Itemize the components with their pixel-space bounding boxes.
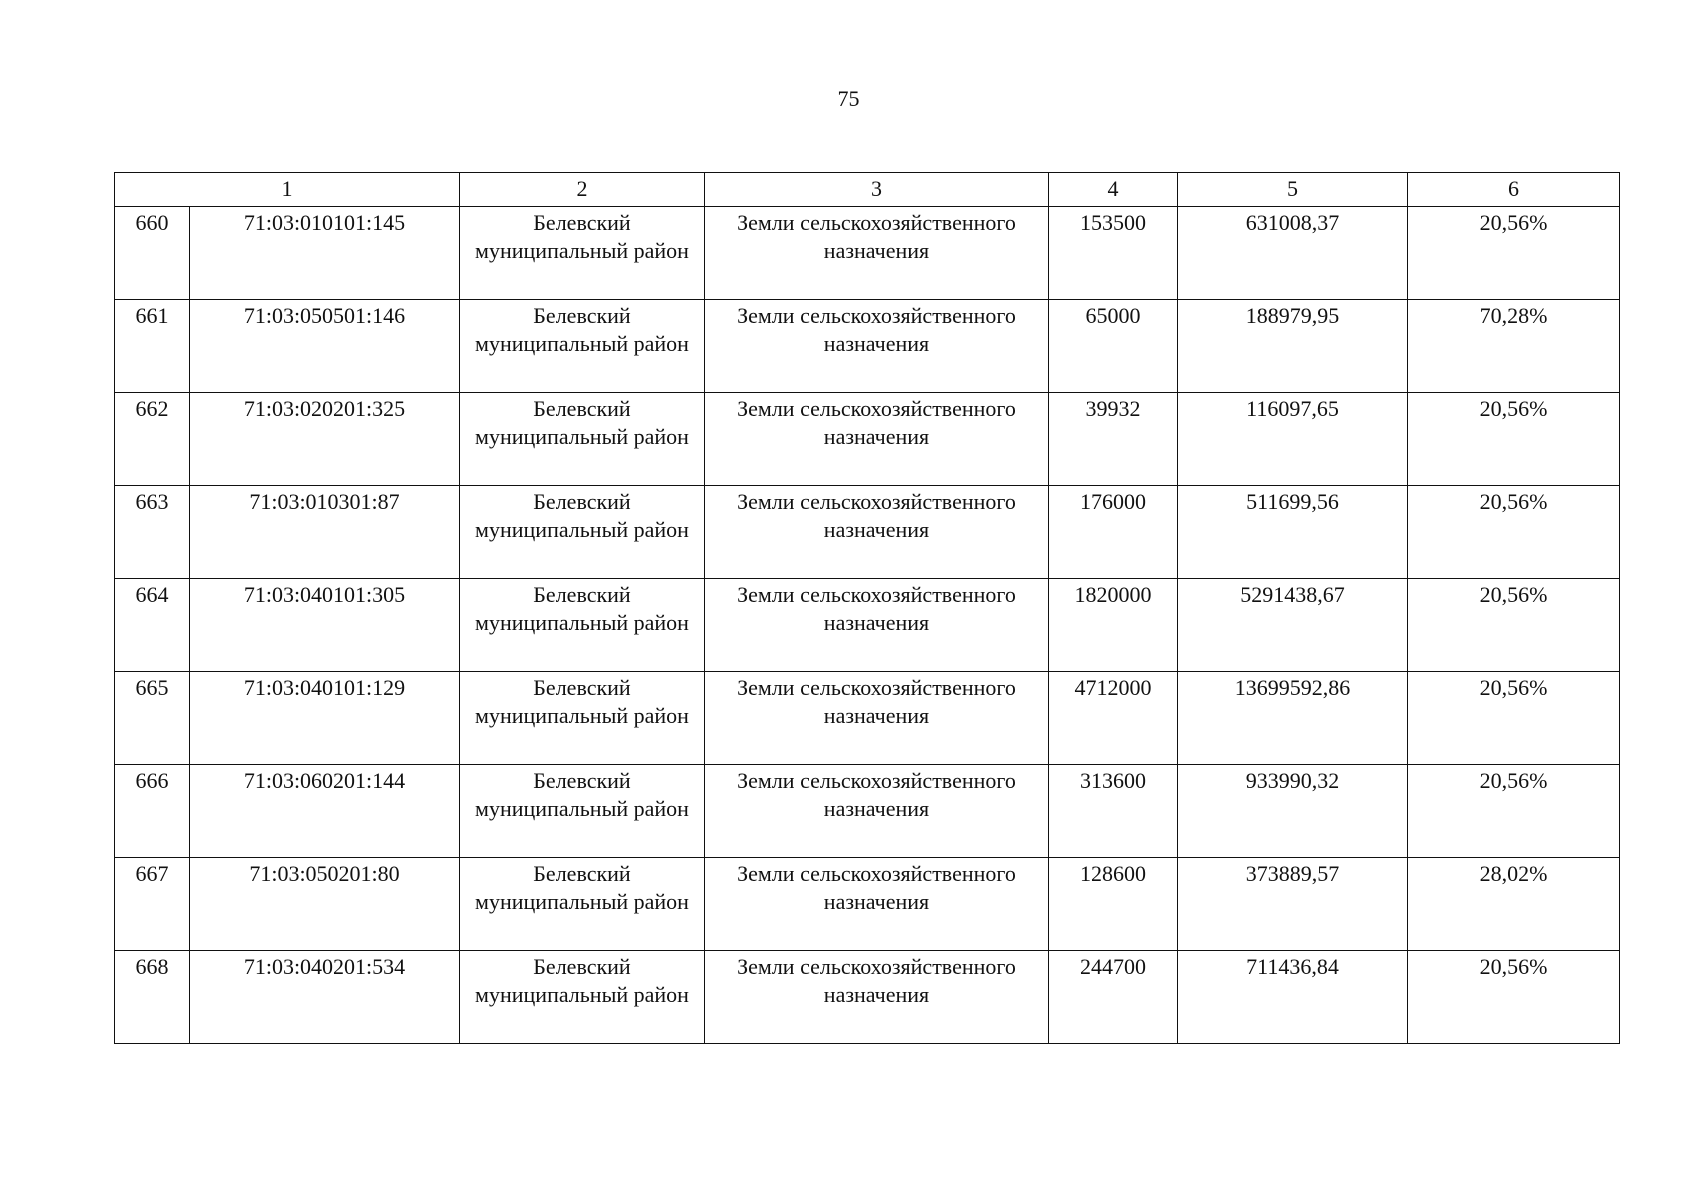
cadastral-value-cell: 188979,95	[1178, 300, 1408, 393]
cadastral-value-cell: 13699592,86	[1178, 672, 1408, 765]
table-row	[115, 579, 1620, 672]
area-cell: 128600	[1049, 858, 1178, 951]
row-number-cell: 662	[115, 393, 190, 486]
header-cell-5: 5	[1178, 173, 1408, 207]
row-number-cell: 666	[115, 765, 190, 858]
table-row	[115, 951, 1620, 1044]
header-cell-2: 2	[460, 173, 705, 207]
district-cell: Белевский муниципальный район	[460, 393, 705, 486]
row-number-cell: 661	[115, 300, 190, 393]
table-row	[115, 486, 1620, 579]
area-cell: 4712000	[1049, 672, 1178, 765]
cadastral-number-cell: 71:03:020201:325	[190, 393, 460, 486]
district-cell: Белевский муниципальный район	[460, 207, 705, 300]
area-cell: 65000	[1049, 300, 1178, 393]
cadastral-number-cell: 71:03:060201:144	[190, 765, 460, 858]
area-cell: 153500	[1049, 207, 1178, 300]
district-cell: Белевский муниципальный район	[460, 672, 705, 765]
area-cell: 39932	[1049, 393, 1178, 486]
header-cell-6: 6	[1408, 173, 1620, 207]
rate-cell: 20,56%	[1408, 393, 1620, 486]
table-row	[115, 672, 1620, 765]
row-number-cell: 667	[115, 858, 190, 951]
land-category-cell: Земли сельскохозяйственного назначения	[705, 207, 1049, 300]
rate-cell: 20,56%	[1408, 672, 1620, 765]
table-row	[115, 207, 1620, 300]
rate-cell: 20,56%	[1408, 579, 1620, 672]
cadastral-number-cell: 71:03:050501:146	[190, 300, 460, 393]
rate-cell: 20,56%	[1408, 951, 1620, 1044]
land-category-cell: Земли сельскохозяйственного назначения	[705, 393, 1049, 486]
cadastral-value-cell: 631008,37	[1178, 207, 1408, 300]
land-category-cell: Земли сельскохозяйственного назначения	[705, 672, 1049, 765]
table-row	[115, 858, 1620, 951]
page-number: 75	[837, 86, 860, 111]
cadastral-value-cell: 5291438,67	[1178, 579, 1408, 672]
land-category-cell: Земли сельскохозяйственного назначения	[705, 579, 1049, 672]
cadastral-value-cell: 511699,56	[1178, 486, 1408, 579]
table-row	[115, 393, 1620, 486]
district-cell: Белевский муниципальный район	[460, 765, 705, 858]
district-cell: Белевский муниципальный район	[460, 951, 705, 1044]
land-category-cell: Земли сельскохозяйственного назначения	[705, 486, 1049, 579]
header-cell-3: 3	[705, 173, 1049, 207]
row-number-cell: 660	[115, 207, 190, 300]
rate-cell: 20,56%	[1408, 207, 1620, 300]
district-cell: Белевский муниципальный район	[460, 858, 705, 951]
area-cell: 176000	[1049, 486, 1178, 579]
cadastral-number-cell: 71:03:010301:87	[190, 486, 460, 579]
area-cell: 313600	[1049, 765, 1178, 858]
land-category-cell: Земли сельскохозяйственного назначения	[705, 300, 1049, 393]
rate-cell: 28,02%	[1408, 858, 1620, 951]
table-row	[115, 300, 1620, 393]
cadastral-number-cell: 71:03:040101:305	[190, 579, 460, 672]
area-cell: 244700	[1049, 951, 1178, 1044]
table-row	[115, 765, 1620, 858]
land-plots-table	[114, 172, 1620, 1044]
district-cell: Белевский муниципальный район	[460, 300, 705, 393]
cadastral-number-cell: 71:03:040101:129	[190, 672, 460, 765]
cadastral-value-cell: 933990,32	[1178, 765, 1408, 858]
cadastral-number-cell: 71:03:010101:145	[190, 207, 460, 300]
header-cell-4: 4	[1049, 173, 1178, 207]
cadastral-value-cell: 116097,65	[1178, 393, 1408, 486]
land-category-cell: Земли сельскохозяйственного назначения	[705, 765, 1049, 858]
header-cell-1: 1	[115, 173, 460, 207]
row-number-cell: 668	[115, 951, 190, 1044]
cadastral-number-cell: 71:03:040201:534	[190, 951, 460, 1044]
cadastral-value-cell: 711436,84	[1178, 951, 1408, 1044]
cadastral-value-cell: 373889,57	[1178, 858, 1408, 951]
district-cell: Белевский муниципальный район	[460, 579, 705, 672]
district-cell: Белевский муниципальный район	[460, 486, 705, 579]
rate-cell: 70,28%	[1408, 300, 1620, 393]
rate-cell: 20,56%	[1408, 486, 1620, 579]
table-header-row	[115, 173, 1620, 207]
row-number-cell: 663	[115, 486, 190, 579]
row-number-cell: 665	[115, 672, 190, 765]
rate-cell: 20,56%	[1408, 765, 1620, 858]
cadastral-number-cell: 71:03:050201:80	[190, 858, 460, 951]
row-number-cell: 664	[115, 579, 190, 672]
land-category-cell: Земли сельскохозяйственного назначения	[705, 951, 1049, 1044]
land-category-cell: Земли сельскохозяйственного назначения	[705, 858, 1049, 951]
area-cell: 1820000	[1049, 579, 1178, 672]
